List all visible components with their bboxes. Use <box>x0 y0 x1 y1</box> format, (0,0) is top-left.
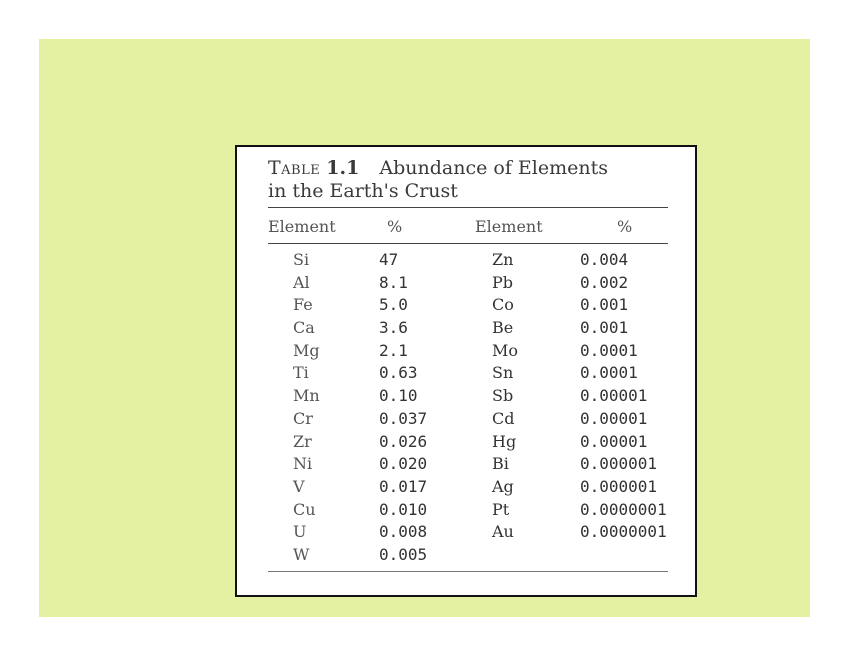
percent-value-cell: 47 <box>379 250 399 269</box>
table-label: Table <box>268 157 321 179</box>
column-header-element-1: Element <box>268 217 336 236</box>
element-symbol-cell: V <box>293 476 305 496</box>
column-header-percent-2: % <box>617 217 633 236</box>
element-symbol-cell: Al <box>293 272 310 292</box>
percent-value-cell: 0.001 <box>580 295 629 315</box>
percent-value-cell: 0.026 <box>379 431 428 451</box>
table-number: 1.1 <box>326 157 360 179</box>
element-symbol-cell: Cr <box>293 408 313 428</box>
header-top-rule <box>268 207 668 208</box>
percent-value-cell: 0.020 <box>379 454 428 474</box>
percent-value-cell: 0.0001 <box>580 340 638 360</box>
percent-value-cell: 0.000001 <box>580 454 658 474</box>
element-symbol-cell: Mg <box>293 340 320 360</box>
element-symbol-cell: Cu <box>293 499 316 519</box>
element-symbol-cell: Fe <box>293 295 313 315</box>
column-header-percent-1: % <box>387 217 403 236</box>
percent-value-cell: 0.017 <box>379 476 428 496</box>
element-symbol-cell: U <box>293 522 307 542</box>
percent-value-cell: 0.001 <box>580 318 629 338</box>
percent-value-cell: 2.1 <box>379 340 408 360</box>
right-percent-column <box>580 249 667 544</box>
percent-value-cell: 3.6 <box>379 318 408 338</box>
percent-value-cell: 0.00001 <box>580 408 648 428</box>
table-image-card <box>235 145 697 597</box>
right-element-column <box>492 249 518 544</box>
element-symbol-cell: Pb <box>492 272 514 292</box>
element-symbol-cell: Sb <box>492 386 514 406</box>
table-title-line1: Abundance of Elements <box>379 157 608 179</box>
percent-value-cell: 0.00001 <box>580 386 648 406</box>
percent-value-cell: 0.008 <box>379 522 428 542</box>
percent-value-cell: 0.002 <box>580 272 629 292</box>
element-symbol-cell: Mn <box>293 386 320 406</box>
element-symbol-cell: Zr <box>293 431 312 451</box>
element-symbol-cell: Mo <box>492 340 519 360</box>
table-bottom-rule <box>268 571 668 572</box>
element-symbol-cell: Ti <box>293 363 309 383</box>
header-bottom-rule <box>268 243 668 244</box>
percent-value-cell: 0.000001 <box>580 476 658 496</box>
element-symbol-cell: Ca <box>293 318 315 338</box>
element-symbol-cell: W <box>293 544 310 564</box>
element-symbol-cell: Si <box>293 250 310 269</box>
element-symbol-cell: Ni <box>293 454 313 474</box>
percent-value-cell: 0.0001 <box>580 363 638 383</box>
element-symbol-cell: Sn <box>492 363 514 383</box>
element-symbol-cell: Cd <box>492 408 515 428</box>
percent-value-cell: 0.004 <box>580 250 629 269</box>
element-symbol-cell: Hg <box>492 431 517 451</box>
percent-value-cell: 0.010 <box>379 499 428 519</box>
percent-value-cell: 0.037 <box>379 408 428 428</box>
slide-background <box>39 39 810 617</box>
percent-value-cell: 0.00001 <box>580 431 648 451</box>
percent-value-cell: 0.63 <box>379 363 418 383</box>
column-header-element-2: Element <box>475 217 543 236</box>
element-symbol-cell: Co <box>492 295 514 315</box>
element-symbol-cell: Zn <box>492 250 514 269</box>
percent-value-cell: 0.0000001 <box>580 522 667 542</box>
element-symbol-cell: Au <box>492 522 514 542</box>
percent-value-cell: 0.005 <box>379 544 428 564</box>
element-symbol-cell: Pt <box>492 499 510 519</box>
element-symbol-cell: Bi <box>492 454 509 474</box>
percent-value-cell: 5.0 <box>379 295 408 315</box>
left-percent-column <box>379 249 427 567</box>
percent-value-cell: 0.10 <box>379 386 418 406</box>
table-title-line2: in the Earth's Crust <box>268 180 458 202</box>
element-symbol-cell: Ag <box>492 476 514 496</box>
left-element-column <box>293 249 320 567</box>
table-title <box>268 157 608 203</box>
percent-value-cell: 0.0000001 <box>580 499 667 519</box>
percent-value-cell: 8.1 <box>379 272 408 292</box>
element-symbol-cell: Be <box>492 318 514 338</box>
